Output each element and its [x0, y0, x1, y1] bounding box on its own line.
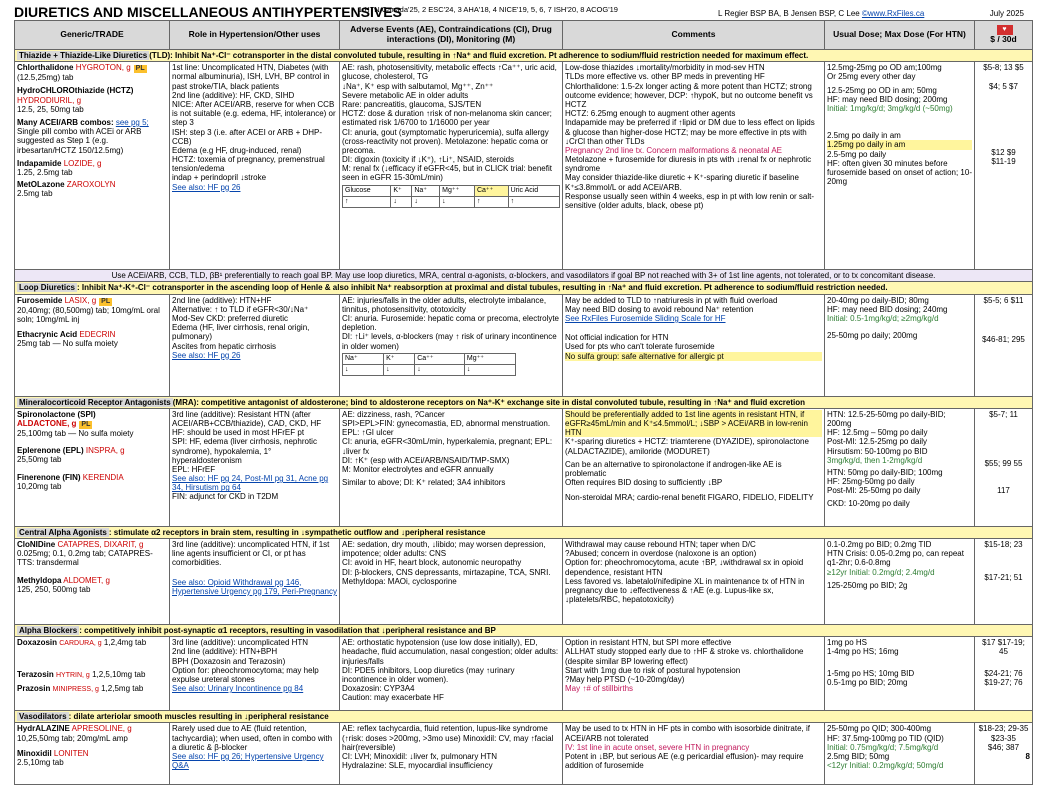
- table-row: [15, 538, 1033, 624]
- section-name: Loop Diuretics: [19, 283, 76, 293]
- brand-name: LASIX, g: [64, 295, 97, 305]
- drug-form: 1,2,4mg tab: [103, 638, 147, 648]
- comment-line: Chlorthalidone: 1.5-2x longer acting & more potent than HCTZ; strong outcome evidence; however, DCP: ↑hypoK, but no outcome benefit vs HCTZ: [565, 81, 813, 109]
- dose-line: 25-50mg po daily; 200mg: [827, 331, 918, 341]
- comment-line: Less favored vs. labetalol/nifedipine XL in maintenance tx of HTN in pregnancy due to ↓effectiveness & ↑AE (e.g. Lupus-like sx, ↓platelets/RBC, hepatotoxicity): [565, 576, 805, 605]
- ae-line: CI: anuria. Furosemide: hepatic coma or precoma, electrolyte depletion.: [342, 313, 559, 333]
- brand-name: CARDURA, g: [59, 640, 102, 648]
- ae-line: DI: ↑Li⁺ levels, α-blockers (may ↑ risk of urinary incontinence in older women): [342, 332, 557, 351]
- dose-line: 1-4mg po HS; 16mg: [827, 647, 899, 657]
- cost-value: $5-5; 6 $11: [983, 295, 1024, 305]
- role-line: Edema (e.g HF, drug-induced, renal): [172, 145, 302, 155]
- role-line: NICE: After ACEI/ARB, reserve for when CCB is not suitable (e.g. edema, HF, intolerance) or step 3: [172, 99, 336, 128]
- ae-line: CI: LVH; Minoxidil: ↓liver fx, pulmonary HTN: [342, 751, 497, 761]
- drug-name: Prazosin: [17, 684, 51, 694]
- cost-value: $17 $17-19; 45: [982, 638, 1025, 657]
- ae-cell: [340, 637, 563, 711]
- comments-cell: [563, 723, 825, 785]
- dose-line: 1-5mg po HS; 10mg BID: [827, 668, 915, 678]
- reference-list: 1 HTN Canada'25, 2 ESC'24, 3 AHA'18, 4 NICE'19, 5, 6, 7 ISH'20, 8 ACOG'19: [358, 5, 618, 14]
- electrolyte-value: ↓: [415, 364, 465, 375]
- cost-value: $5-7; 11: [989, 409, 1018, 419]
- brand-name: CATAPRES, DIXARIT, g: [57, 539, 144, 549]
- drug-form: 1.25, 2.5mg tab: [17, 167, 73, 177]
- drug-name: Ethacrynic Acid: [17, 329, 78, 339]
- dose-line: Initial: 1mg/kg/d; 3mg/kg/d (~50mg): [827, 103, 953, 113]
- electrolyte-value: ↑: [474, 196, 508, 207]
- ae-line: DI: PDE5 inhibitors, Loop diuretics (may ↑urinary incontinence in older women).: [342, 665, 515, 684]
- dose-cell: [825, 408, 975, 526]
- dose-line: 2.5mg po daily in am: [827, 131, 901, 141]
- brand-name: LONITEN: [53, 748, 89, 758]
- role-line: HCTZ: toxemia of pregnancy, premenstrual tension/edema: [172, 155, 325, 174]
- ae-line: AE: orthostatic hypotension (use low dose initially), ED, headache, fluid accumulation, nasal congestion; older adults: injuries/falls: [342, 638, 559, 666]
- cost-cell: [975, 62, 1033, 270]
- drug-name: Terazosin: [17, 670, 54, 680]
- role-cell: [170, 408, 340, 526]
- drug-form: 0.025mg; 0.1, 0.2mg tab; CATAPRES-TTS: transdermal: [17, 549, 153, 568]
- comment-line: Metolazone + furosemide for diuresis in pts with ↓renal fx or nephrotic syndrome: [565, 155, 812, 174]
- cost-value: $24-21; 76: [984, 668, 1023, 678]
- comments-cell: [563, 62, 825, 270]
- electrolyte-value: ↓: [464, 364, 516, 375]
- section-desc: : competitively inhibit post-synaptic α1 receptors, resulting in vasodilation that ↓peripheral resistance and BP: [79, 625, 496, 635]
- drug-name: HydroCHLOROthiazide (HCTZ): [17, 86, 134, 96]
- generic-cell: [15, 637, 170, 711]
- see-also-link[interactable]: See also: Urinary Incontinence pg 84: [172, 684, 304, 694]
- col-comments: Comments: [563, 21, 825, 50]
- drug-form: 125, 250, 500mg tab: [17, 584, 91, 594]
- see-also-link[interactable]: See also: HF pg 26; Hypertensive Urgency Q&A: [172, 751, 324, 771]
- pregnancy-label-icon: PL: [101, 297, 111, 305]
- see-also-link[interactable]: See also: HF pg 24, Post-MI pg 31, Acne pg 34, Hirsutism pg 64: [172, 474, 329, 493]
- drug-name: Minoxidil: [17, 748, 52, 758]
- ae-line: AE: rash, photosensitivity, metabolic effects ↑Ca⁺⁺, uric acid, glucose, cholesterol, TG: [342, 63, 557, 82]
- dose-line: ≥12yr Initial: 0.2mg/d; 2.4mg/d: [827, 567, 935, 577]
- comment-line: ALLHAT study stopped early due to ↑HF & stroke vs. chlorthalidone (despite similar BP lowering effect): [565, 647, 804, 666]
- column-header-row: [15, 21, 1033, 50]
- brand-name: HYTRIN, g: [55, 672, 90, 680]
- cost-value: 117: [997, 486, 1010, 496]
- section-header-central-alpha: [15, 526, 1033, 538]
- dose-line: 25-50mg po QID; 300-400mg: [827, 724, 932, 734]
- role-line: Mod-Sev CKD: preferred diuretic: [172, 313, 289, 323]
- role-line: 3rd line (additive): Resistant HTN (after ACEI/ARB+CCB/thiazide), CAD, CKD, HF: [172, 409, 322, 428]
- guidance-note-row: [15, 270, 1033, 282]
- page-number: 8: [1025, 751, 1030, 761]
- section-name: Mineralocorticoid Receptor Antagonists: [19, 397, 171, 407]
- role-line: 3rd line (additive): uncomplicated HTN, if 1st line agents insufficient or CI, or pt has comorbidities.: [172, 539, 330, 568]
- brand-name: ALDACTONE, g: [17, 418, 77, 428]
- brand-name: HYDRODIURIL, g: [17, 95, 82, 105]
- electrolyte-value: ↓: [391, 196, 412, 207]
- ae-line: ↓Na⁺, K⁺ esp with salbutamol, Mg⁺⁺, Zn⁺⁺: [342, 81, 494, 91]
- role-line: Rarely used due to AE (fluid retention, tachycardia); when used, often in combo with a diuretic & β-blocker: [172, 724, 333, 752]
- col-generic: Generic/TRADE: [15, 21, 170, 50]
- generic-cell: [15, 538, 170, 624]
- comment-line: Pregnancy 2nd line tx. Concern malformations & neonatal AE: [565, 145, 783, 155]
- comment-line: Potent in ↓BP, but serious AE (e.g pericardial effusion)- may require addition of furosemide: [565, 751, 804, 771]
- cost-value: $17-21; 51: [984, 573, 1023, 583]
- col-dose: Usual Dose; Max Dose (For HTN): [825, 21, 975, 50]
- ae-line: HCTZ: dose & duration ↑risk of non-melanoma skin cancer; estimated risk 1/6700 to 1/16000 per year: [342, 109, 552, 128]
- electrolyte-value: ↓: [440, 196, 475, 207]
- drug-form: 1,2,5mg tab: [101, 684, 144, 694]
- dose-line: Hirsutism: 50-100mg po BID: [827, 446, 928, 456]
- generic-cell: [15, 294, 170, 396]
- role-line: 2nd line (additive): HF, CKD, SIHD: [172, 90, 295, 100]
- ae-line: Rare: pancreatitis, glaucoma, SJS/TEN: [342, 99, 482, 109]
- dose-line: Post-MI: 25-50mg po daily: [827, 486, 921, 496]
- electrolyte-header: Glucose: [343, 185, 391, 196]
- dose-line: HF: 25mg-50mg po daily: [827, 477, 915, 487]
- dose-line: 0.1-0.2mg po BID; 0.2mg TID: [827, 539, 932, 549]
- dose-line: HF: may need BID dosing; 200mg: [827, 94, 948, 104]
- generic-cell: [15, 408, 170, 526]
- brand-name: LOZIDE, g: [63, 158, 102, 168]
- role-cell: [170, 637, 340, 711]
- dose-line: 0.5-1mg po BID; 20mg: [827, 677, 908, 687]
- electrolyte-header: K⁺: [391, 185, 412, 196]
- dose-line: 1.25mg po daily in am: [827, 140, 972, 149]
- cost-value: $46-81; 295: [982, 334, 1025, 344]
- ae-line: Doxazosin: CYP3A4: [342, 684, 415, 694]
- ae-line: CI: avoid in HF, heart block, autonomic neuropathy: [342, 558, 522, 568]
- authors-line: [718, 9, 924, 18]
- section-name: Alpha Blockers: [19, 625, 78, 635]
- section-desc: : stimulate α2 receptors in brain stem, resulting in ↓sympathetic outflow and ↓peripheral resistance: [108, 527, 486, 537]
- ae-cell: [340, 538, 563, 624]
- ae-cell: [340, 294, 563, 396]
- cost-cell: [975, 637, 1033, 711]
- comment-line: Option for: pheochromocytoma, acute ↑BP, ↓withdrawal sx in opioid dependence, resistant HTN: [565, 558, 804, 577]
- ae-line: Caution: may exacerbate HF: [342, 693, 444, 703]
- electrolyte-header: K⁺: [384, 353, 415, 364]
- section-header-vasodilators: [15, 711, 1033, 723]
- comment-line: May ↑# of stillbirths: [565, 684, 634, 694]
- dose-line: HF: may need BID dosing; 240mg: [827, 304, 948, 314]
- comment-line: Can be an alternative to spironolactone if androgen-like AE is problematic: [565, 459, 782, 478]
- brand-name: HYGROTON, g: [75, 63, 131, 73]
- see-also-link[interactable]: See also: Opioid Withdrawal pg 146, Hypertensive Urgency pg 179, Peri-Pregnancy: [172, 577, 337, 596]
- section-header-mra: [15, 396, 1033, 408]
- cost-value: $5-8; 13 $5: [983, 63, 1024, 73]
- comment-line: Non-steroidal MRA; cardio-renal benefit FIGARO, FIDELIO, FIDELITY: [565, 493, 814, 503]
- ae-line: Similar to above; DI: K⁺ related; 3A4 inhibitors: [342, 478, 506, 488]
- table-row: [15, 637, 1033, 711]
- comment-link[interactable]: See RxFiles Furosemide Sliding Scale for HF: [565, 313, 726, 323]
- electrolyte-header: Mg⁺⁺: [464, 353, 516, 364]
- dose-cell: [825, 294, 975, 396]
- see-also-link[interactable]: See also: HF pg 26: [172, 350, 241, 360]
- table-row: [15, 294, 1033, 396]
- brand-name: KERENDIA: [82, 472, 124, 482]
- drug-name: MetOLazone: [17, 180, 65, 190]
- comment-line: Low-dose thiazides ↓mortality/morbidity in mod-sev HTN: [565, 63, 765, 73]
- role-line: Alternative: ↑ to TLD if eGFR<30/↓Na⁺: [172, 304, 309, 314]
- ae-line: AE: reflex tachycardia, fluid retention, lupus-like syndrome (↑risk: doses >200mg, >3mo use) Minoxidil: CV, may ↑facial hair(reversible): [342, 724, 554, 752]
- section-desc: : dilate arteriolar smooth muscles resulting in ↓peripheral resistance: [68, 712, 329, 722]
- comment-line: May consider thiazide-like diuretic + K⁺-sparing diuretic if baseline K⁺≤3.8mmol/L or add ACEi/ARB.: [565, 173, 799, 192]
- table-row: [15, 723, 1033, 785]
- cost-cell: [975, 408, 1033, 526]
- electrolyte-header: Uric Acid: [508, 185, 559, 196]
- section-header-thiazide: [15, 50, 1033, 62]
- brand-name: ZAROXOLYN: [66, 180, 116, 190]
- drug-name: Spironolactone (SPI): [17, 409, 96, 419]
- role-line: 3rd line (additive): uncomplicated HTN: [172, 638, 309, 648]
- dose-line: Initial: 0.5-1mg/kg/d; ≥2mg/kg/d: [827, 313, 939, 323]
- dose-line: Or 25mg every other day: [827, 72, 916, 82]
- see-also-link[interactable]: See also: HF pg 26: [172, 182, 241, 192]
- drug-name: Indapamide: [17, 158, 62, 168]
- guidance-note: Use ACEi/ARB, CCB, TLD, βB¹ preferentially to reach goal BP. May use loop diuretics, MRA, central α-agonists, α-blockers, and vasodilators if goal BP not reached with 3+ of 1st line agents, not tolerated, or to tx concomitant disease.: [15, 270, 1033, 282]
- drug-form: 1,2,5,10mg tab: [92, 670, 146, 680]
- drug-name: HydrALAZINE: [17, 724, 70, 734]
- drug-name: Finerenone (FIN): [17, 472, 81, 482]
- drug-name: Methyldopa: [17, 575, 62, 585]
- role-line: Ascites from hepatic cirrhosis: [172, 341, 277, 351]
- role-cell: [170, 723, 340, 785]
- dose-line: 20-40mg po daily-BID; 80mg: [827, 295, 929, 305]
- electrolyte-value: ↑: [343, 196, 391, 207]
- cost-cell: [975, 723, 1033, 785]
- comment-line: Often requires BID dosing to sufficiently ↓BP: [565, 478, 723, 488]
- cost-value: $4; 5 $7: [989, 82, 1018, 92]
- dose-line: CKD: 10-20mg po daily: [827, 499, 910, 509]
- dose-line: HF: often given 30 minutes before furosemide based on onset of action; 10-20mg: [827, 158, 972, 187]
- ae-line: DI: ↑K⁺ (esp with ACEi/ARB/NSAID/TMP-SMX): [342, 455, 510, 465]
- comment-line: Response usually seen within 4 weeks, esp in pt with low renin or salt-sensitive (older adults, black, obese pt): [565, 191, 815, 210]
- cost-value: $15-18; 23: [984, 539, 1023, 549]
- electrolyte-value: ↑: [508, 196, 559, 207]
- comments-cell: [563, 538, 825, 624]
- role-line: Option for: pheochromocytoma; may help expulse ureteral stones: [172, 665, 319, 684]
- ae-line: AE: dizziness, rash, ?Cancer: [342, 409, 445, 419]
- ae-line: CI: anuria, eGFR<30mL/min, hyperkalemia, pregnant; EPL: ↓liver fx: [342, 437, 553, 456]
- drug-form: 2.5,10mg tab: [17, 757, 64, 767]
- dose-line: Post-MI: 12.5-25mg po daily: [827, 437, 928, 447]
- drug-form: 25,50mg tab: [17, 455, 62, 465]
- section-name: Central Alpha Agonists: [19, 527, 107, 537]
- brand-name: INSPRA, g: [85, 446, 125, 456]
- comment-line: ?May help PTSD (~10-20mg/day): [565, 674, 685, 684]
- comment-line: HCTZ: 6.25mg enough to augment other agents: [565, 109, 736, 119]
- col-cost: ♥ $ / 30d: [975, 21, 1033, 50]
- date-label: July 2025: [989, 9, 1024, 18]
- combo-link[interactable]: see pg 5;: [115, 117, 149, 127]
- pregnancy-label-icon: PL: [135, 65, 145, 73]
- section-desc: (TLD): Inhibit Na⁺-Cl⁻ cotransporter in the distal convoluted tubule, resulting in ↑Na⁺ and fluid excretion. Pt adherence to sodium/fluid restriction needed for maximum effect.: [149, 51, 809, 60]
- pregnancy-label-icon: PL: [81, 420, 91, 428]
- dose-line: HF: 12.5mg – 50mg po daily: [827, 428, 928, 438]
- generic-cell: [15, 62, 170, 270]
- table-row: [15, 62, 1033, 270]
- electrolyte-table: [342, 353, 516, 376]
- page-title: DIURETICS AND MISCELLANEOUS ANTIHYPERTENSIVES: [14, 4, 402, 20]
- comment-line: Not official indication for HTN: [565, 333, 669, 343]
- dose-line: 125-250mg po BID; 2g: [827, 580, 908, 590]
- authors: L Regier BSP BA, B Jensen BSP, C Lee: [718, 9, 860, 18]
- dose-cell: [825, 723, 975, 785]
- cost-value: $12 $9: [991, 147, 1016, 157]
- section-header-loop: [15, 282, 1033, 294]
- role-line: 1st line: Uncomplicated HTN, Diabetes (with normal albuminuria), ISH, LVH, BP control in past stroke/TIA, black patients: [172, 63, 330, 91]
- role-line: HF: should be used in most HFrEF pt: [172, 428, 305, 438]
- dose-line: HTN Crisis: 0.05-0.2mg po, can repeat q1-2hr; 0.6-0.8mg: [827, 549, 964, 568]
- dose-line: 1mg po HS: [827, 638, 868, 648]
- dose-line: HF: 37.5mg-100mg po TID (QID): [827, 733, 944, 743]
- comment-line: Option in resistant HTN, but SPI more effective: [565, 638, 732, 648]
- generic-cell: [15, 723, 170, 785]
- comment-line: No sulfa group: safe alternative for allergic pt: [565, 352, 822, 361]
- comment-line: IV: 1st line in acute onset, severe HTN in pregnancy: [565, 742, 750, 752]
- cost-cell: [975, 538, 1033, 624]
- role-line: indap + perindopril ↓stroke: [172, 173, 267, 183]
- cost-value: $46; 387: [987, 742, 1020, 752]
- ae-line: SPI>EPL>FIN: gynecomastia, ED, abnormal menstruation. EPL: ↑GI ulcer: [342, 418, 551, 438]
- drug-form: 20,40mg; (80,500mg) tab; 10mg/mL oral soln; 10mg/mL inj: [17, 305, 160, 324]
- role-cell: [170, 62, 340, 270]
- ae-line: AE: injuries/falls in the older adults, electrolyte imbalance, tinnitus, photosensitivity, ototoxicity: [342, 295, 547, 314]
- role-line: FIN: adjunct for CKD in T2DM: [172, 492, 279, 502]
- ae-line: CI: anuria, gout (symptomatic hyperuricemia), sulfa allergy (cross-reactivity not proven). Metolazone: hepatic coma or precoma.: [342, 127, 549, 155]
- comment-line: May need BID dosing to avoid rebound Na⁺ retention: [565, 304, 754, 314]
- comment-line: TLDs more effective vs. other BP meds in preventing HF: [565, 72, 765, 82]
- drug-form: 12.5, 25, 50mg tab: [17, 104, 84, 114]
- col-role: Role in Hypertension/Other uses: [170, 21, 340, 50]
- electrolyte-value: ↓: [343, 364, 384, 375]
- comment-line: K⁺-sparing diuretics + HCTZ: triamterene (DYAZIDE), spironolactone (ALDACTAZIDE), amiloride (MODURET): [565, 437, 809, 456]
- dose-line: HTN: 50mg po daily-BID; 100mg: [827, 467, 943, 477]
- drug-form: 10,20mg tab: [17, 481, 62, 491]
- dose-line: 12.5mg-25mg po OD am;100mg: [827, 63, 942, 73]
- drug-name: Doxazosin: [17, 638, 58, 648]
- section-name: Thiazide + Thiazide-Like Diuretics: [19, 51, 148, 60]
- ae-cell: [340, 723, 563, 785]
- dose-line: 2.5mg BID; 50mg: [827, 751, 890, 761]
- comment-line: Withdrawal may cause rebound HTN; taper when D/C: [565, 539, 756, 549]
- role-line: Edema (HF, liver cirrhosis, renal origin, pulmonary): [172, 323, 310, 342]
- brand-name: APRESOLINE, g: [71, 724, 132, 734]
- dose-line: 3mg/kg/d, then 1-2mg/kg/d: [827, 455, 923, 465]
- role-line: 2nd line (additive): HTN+HF: [172, 295, 272, 305]
- drug-form: 2.5mg tab: [17, 189, 53, 199]
- comment-line: May be added to TLD to ↑natriuresis in pt with fluid overload: [565, 295, 778, 305]
- comment-line: May be used to tx HTN in HF pts in combo with isosorbide dinitrate, if ACEi/ARB not tolerated: [565, 724, 810, 743]
- ae-line: DI: β-blockers, CNS depressants, mirtazapine, TCA, SNRI. Methyldopa: MAOi, cyclosporine: [342, 567, 551, 586]
- drug-name: Furosemide: [17, 295, 63, 305]
- ae-line: DI: digoxin (toxicity if ↓K⁺), ↑Li⁺, NSAID, steroids: [342, 155, 515, 165]
- electrolyte-table: [342, 185, 560, 208]
- comments-cell: [563, 408, 825, 526]
- website-link[interactable]: ©www.RxFiles.ca: [861, 9, 925, 18]
- drug-form: 10,25,50mg tab; 20mg/mL amp: [17, 733, 128, 743]
- role-line: 2nd line (additive): HTN+BPH: [172, 647, 278, 657]
- comments-cell: [563, 637, 825, 711]
- ae-line: Hydralazine: SLE, myocardial insufficiency: [342, 761, 493, 771]
- cost-value: $55; 99 55: [984, 458, 1023, 468]
- comment-line: Start with 1mg due to risk of postural hypotension: [565, 665, 741, 675]
- comment-line: Should be preferentially added to 1st line agents in resistant HTN, if eGFR≥45mL/min and K⁺≤4.5mmol/L; ↓SBP > ACEi/ARB in low-renin HTN: [565, 410, 822, 438]
- cost-value: $11-19: [991, 156, 1016, 166]
- drug-name: CloNIDine: [17, 539, 56, 549]
- role-line: BPH (Doxazosin and Terazosin): [172, 656, 286, 666]
- drug-name: Many ACEI/ARB combos:: [17, 117, 114, 127]
- comments-cell: [563, 294, 825, 396]
- role-line: ISH: step 3 (i.e. after ACEI or ARB + DHP-CCB): [172, 127, 323, 146]
- cost-value: $19-27; 76: [984, 677, 1023, 687]
- drug-form: Single pill combo with ACEi or ARB suggested as Step 1 (e.g. irbesartan/HCTZ 150/12.5mg): [17, 127, 142, 155]
- ae-line: Severe metabolic AE in older adults: [342, 90, 469, 100]
- electrolyte-header: Na⁺: [412, 185, 440, 196]
- dose-cell: [825, 538, 975, 624]
- dose-line: 12.5-25mg po OD in am; 50mg: [827, 85, 937, 95]
- ae-line: M: Monitor electrolytes and eGFR annually: [342, 464, 494, 474]
- electrolyte-header: Ca⁺⁺: [474, 185, 508, 196]
- role-cell: [170, 538, 340, 624]
- table-row: [15, 408, 1033, 526]
- drug-name: Chlorthalidone: [17, 63, 74, 73]
- col-adverse-events: Adverse Events (AE), Contraindications (CI), Drug interactions (DI), Monitoring (M): [340, 21, 563, 50]
- comment-line: Used for pts who can't tolerate furosemide: [565, 342, 715, 352]
- electrolyte-value: ↓: [384, 364, 415, 375]
- dose-line: 2.5-5mg po daily: [827, 149, 887, 159]
- dose-line: HTN: 12.5-25-50mg po daily-BID; 200mg: [827, 409, 946, 428]
- dose-cell: [825, 62, 975, 270]
- electrolyte-value: ↓: [412, 196, 440, 207]
- drug-form: (12.5,25mg) tab: [17, 73, 74, 83]
- comment-line: ?Abused; concern in overdose (naloxone is an option): [565, 549, 757, 559]
- electrolyte-header: Na⁺: [343, 353, 384, 364]
- drug-form: 25mg tab — No sulfa moiety: [17, 339, 118, 349]
- section-name: Vasodilators: [19, 712, 67, 722]
- drug-name: Eplerenone (EPL): [17, 446, 84, 456]
- ae-line: AE: sedation, dry mouth, ↓libido; may worsen depression, impotence; older adults: CNS: [342, 539, 546, 559]
- dose-cell: [825, 637, 975, 711]
- ae-cell: [340, 62, 563, 270]
- cost-value: $18-23; 29-35 $23-35: [978, 724, 1029, 743]
- brand-name: EDECRIN: [79, 329, 116, 339]
- page-header: [14, 2, 1032, 20]
- brand-name: MINIPRESS, g: [52, 686, 99, 694]
- section-header-alpha-blockers: [15, 624, 1033, 636]
- role-line: EPL: HFrEF: [172, 464, 216, 474]
- section-desc: : Inhibit Na⁺-K⁺-Cl⁻ cotransporter in the ascending loop of Henle & also inhibit Na⁺ reabsorption at proximal and distal tubules, resulting in ↑Na⁺ and fluid excretion. Pt adherence to sodium/fluid restriction needed.: [77, 283, 888, 293]
- ae-line: M: renal fx (↓efficacy if eGFR<45, but in CLICK trial: benefit seen in eGFR 15-30mL/min): [342, 164, 552, 183]
- comment-line: Indapamide may be preferred if ↑lipid or DM due to less effect on lipids & glucose than higher-dose HCTZ; may be more effective in pts with ↓CrCl than other TLDs: [565, 118, 815, 146]
- drug-form: 25,100mg tab — No sulfa moiety: [17, 428, 134, 438]
- ae-cell: [340, 408, 563, 526]
- drug-table: [14, 20, 1033, 785]
- dose-line: <12yr Initial: 0.2mg/kg/d; 50mg/d: [827, 761, 944, 771]
- role-line: SPI: HF, edema (liver cirrhosis, nephrotic syndrome), hypokalemia, 1° hyperaldosteronism: [172, 437, 317, 465]
- role-cell: [170, 294, 340, 396]
- brand-name: ALDOMET, g: [63, 575, 110, 585]
- electrolyte-header: Mg⁺⁺: [440, 185, 475, 196]
- dose-line: Initial: 0.75mg/kg/d; 7.5mg/kg/d: [827, 742, 939, 752]
- section-desc: (MRA): competitive antagonist of aldosterone; bind to aldosterone receptors on Na⁺-K⁺ exchange site in distal convoluted tubule, resulting in ↑Na⁺ and fluid excretion: [172, 397, 806, 407]
- electrolyte-header: Ca⁺⁺: [415, 353, 465, 364]
- cost-cell: [975, 294, 1033, 396]
